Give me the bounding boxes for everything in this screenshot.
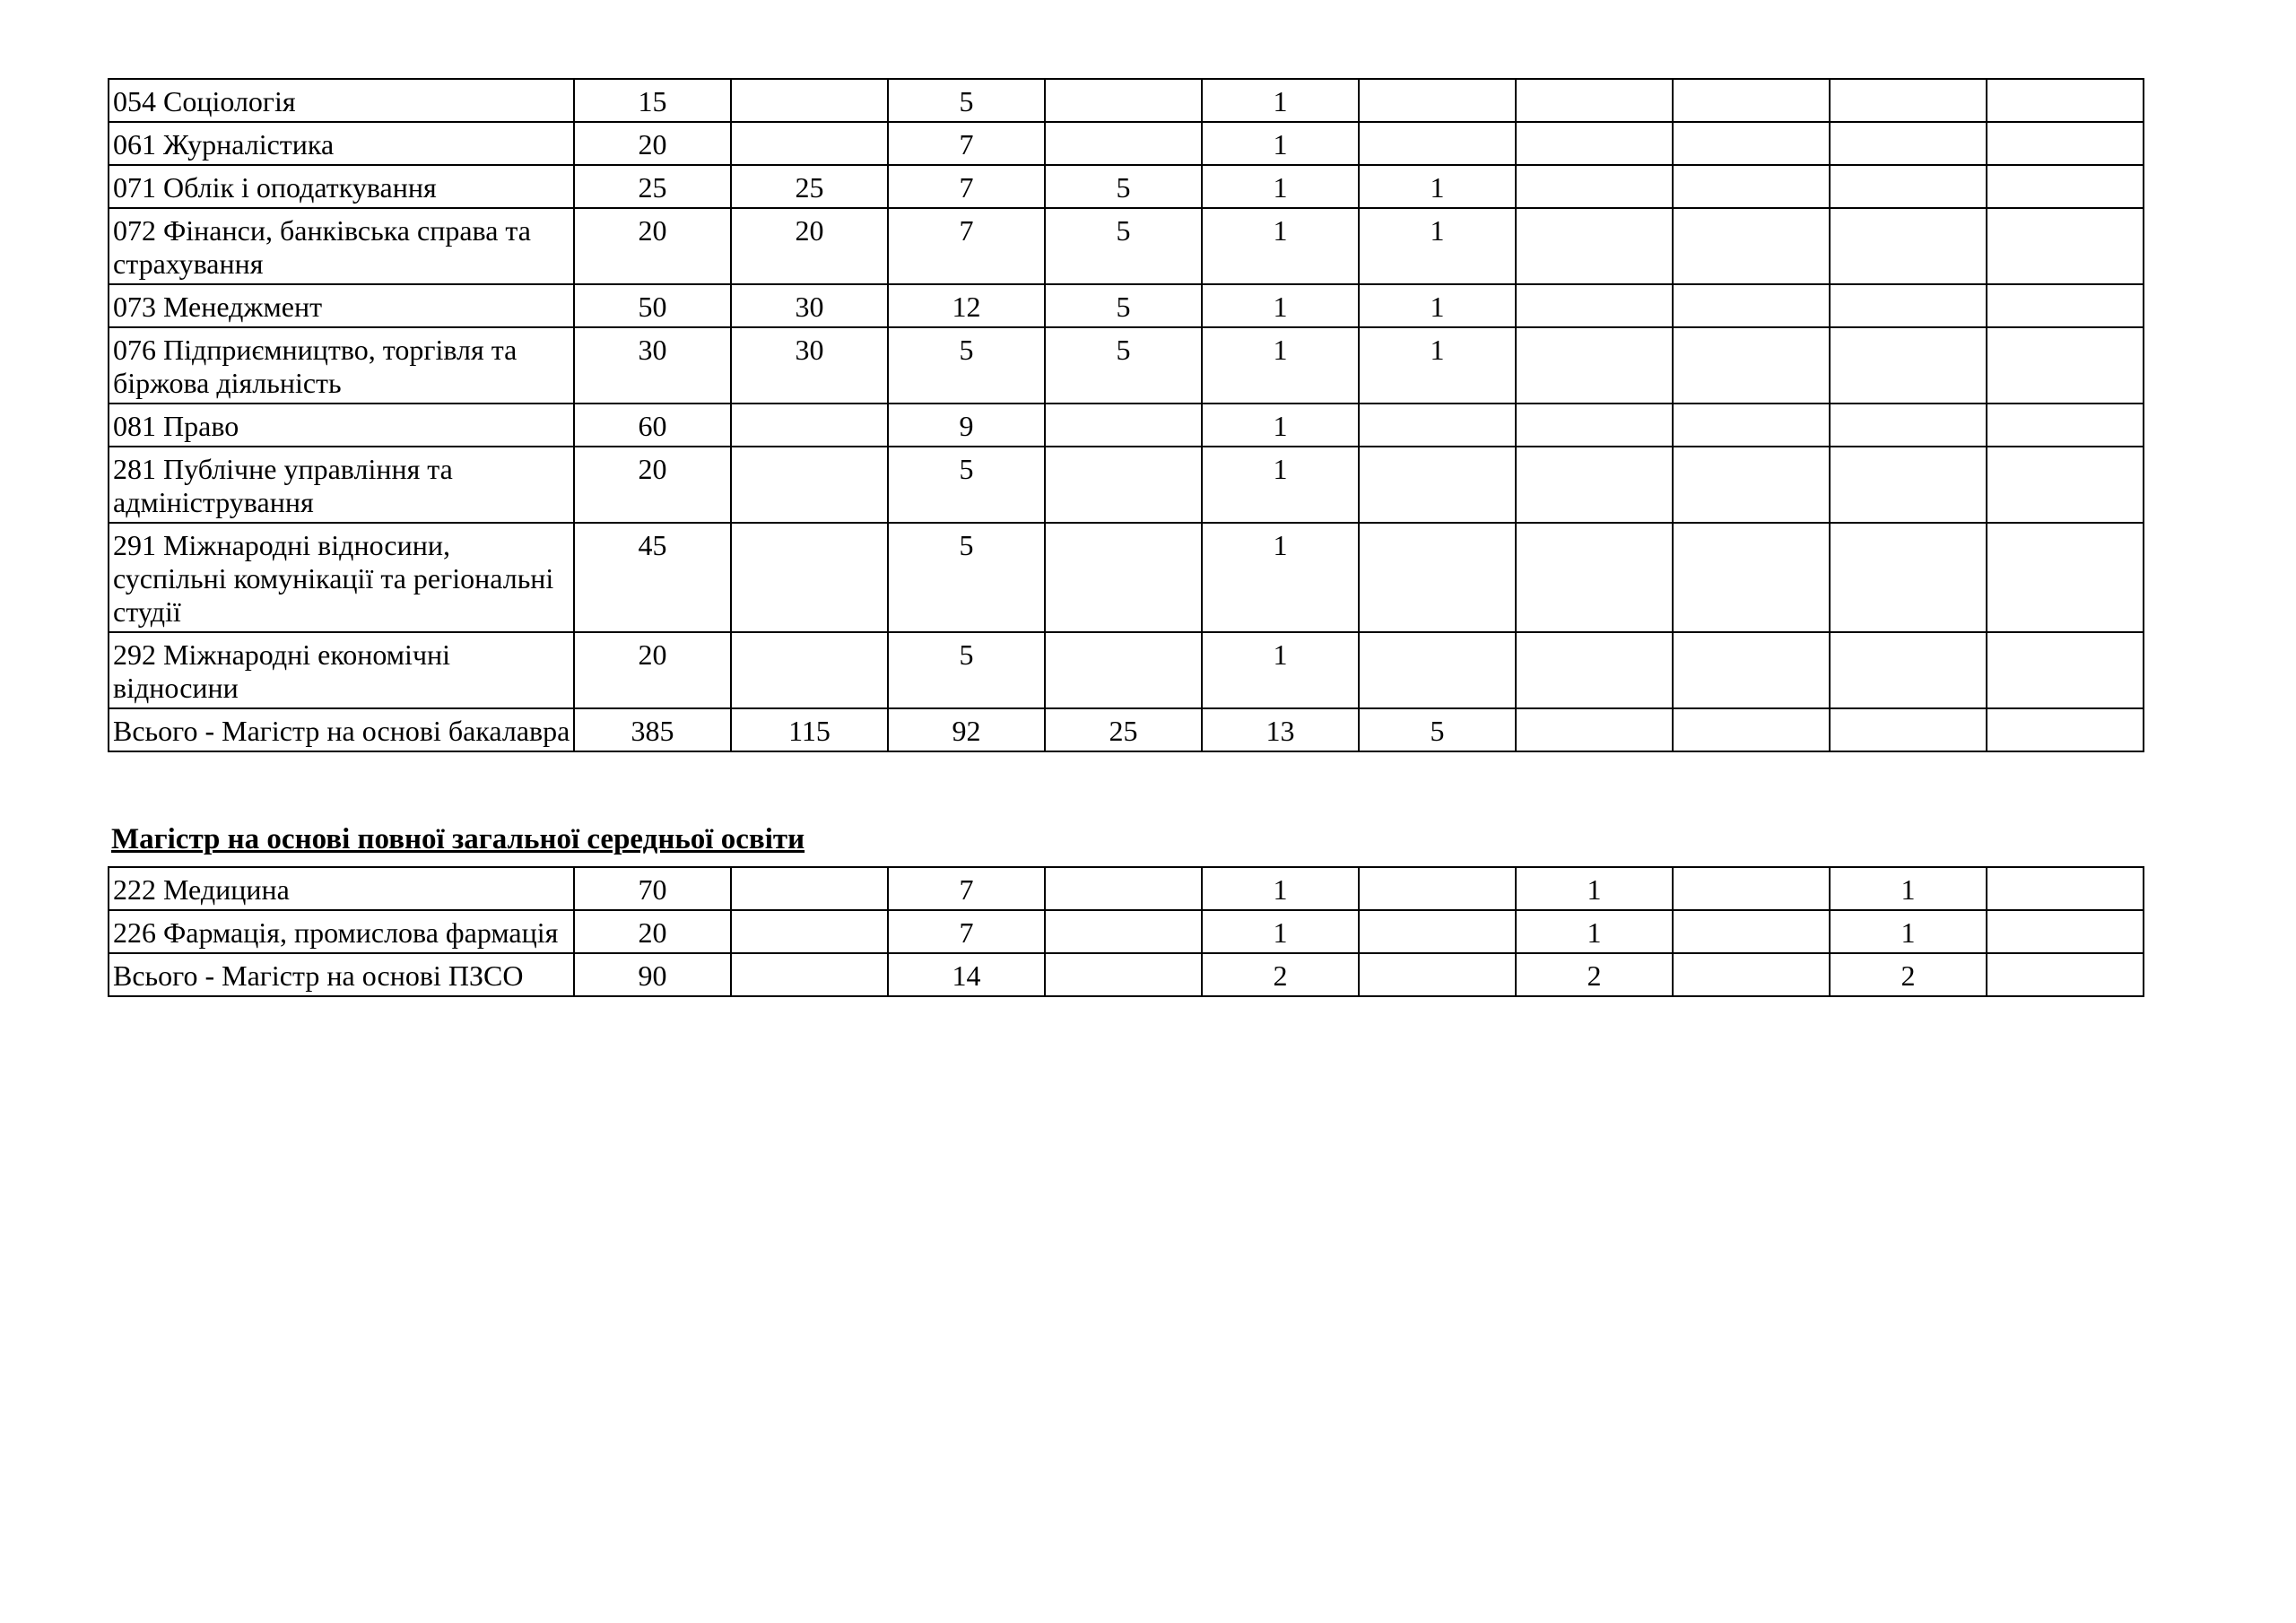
table-cell bbox=[1045, 447, 1202, 523]
table-cell: 1 bbox=[1202, 79, 1359, 122]
table-cell: 90 bbox=[574, 953, 731, 996]
table-cell bbox=[1830, 632, 1987, 708]
table-cell: 5 bbox=[888, 523, 1045, 632]
table-cell bbox=[1673, 867, 1830, 910]
table-cell bbox=[1830, 447, 1987, 523]
table-cell: 1 bbox=[1359, 208, 1516, 284]
table-cell: 20 bbox=[574, 910, 731, 953]
table-cell: 1 bbox=[1202, 910, 1359, 953]
table-row bbox=[109, 284, 2144, 327]
table-cell: 12 bbox=[888, 284, 1045, 327]
table-cell bbox=[1516, 327, 1673, 404]
table-cell bbox=[731, 122, 888, 165]
table-cell bbox=[1830, 327, 1987, 404]
table-cell bbox=[731, 910, 888, 953]
table-cell: 5 bbox=[888, 447, 1045, 523]
table-row bbox=[109, 708, 2144, 751]
table-cell bbox=[1516, 79, 1673, 122]
table-cell: 1 bbox=[1202, 122, 1359, 165]
table-cell: 7 bbox=[888, 165, 1045, 208]
table-cell bbox=[1673, 79, 1830, 122]
table-cell bbox=[1516, 632, 1673, 708]
table-row bbox=[109, 327, 2144, 404]
table-cell bbox=[1987, 208, 2144, 284]
table-row bbox=[109, 632, 2144, 708]
table-cell: 1 bbox=[1359, 284, 1516, 327]
table-cell: 14 bbox=[888, 953, 1045, 996]
table-cell bbox=[1673, 122, 1830, 165]
table-cell: 5 bbox=[888, 327, 1045, 404]
table-cell bbox=[1359, 122, 1516, 165]
table-cell bbox=[1045, 867, 1202, 910]
row-label: 226 Фармація, промислова фармація bbox=[109, 910, 574, 953]
table-cell: 1 bbox=[1202, 165, 1359, 208]
table-cell bbox=[1830, 79, 1987, 122]
table-cell bbox=[1830, 165, 1987, 208]
table-cell bbox=[1516, 122, 1673, 165]
table-cell bbox=[1045, 523, 1202, 632]
table-cell bbox=[1359, 404, 1516, 447]
table-cell bbox=[1359, 632, 1516, 708]
table-cell: 20 bbox=[574, 447, 731, 523]
table-cell bbox=[1987, 523, 2144, 632]
table-cell bbox=[1673, 910, 1830, 953]
table-cell bbox=[1359, 447, 1516, 523]
table-cell: 13 bbox=[1202, 708, 1359, 751]
table-cell bbox=[1987, 708, 2144, 751]
table-cell bbox=[1987, 327, 2144, 404]
table-cell bbox=[1045, 404, 1202, 447]
table-cell: 385 bbox=[574, 708, 731, 751]
row-label: 081 Право bbox=[109, 404, 574, 447]
table-cell: 1 bbox=[1202, 447, 1359, 523]
table-cell: 7 bbox=[888, 867, 1045, 910]
table-cell bbox=[1359, 523, 1516, 632]
table-cell bbox=[731, 523, 888, 632]
table-cell bbox=[1830, 284, 1987, 327]
row-label: 291 Міжнародні відносини, суспільні комунікації та регіональні студії bbox=[109, 523, 574, 632]
table-cell bbox=[1516, 284, 1673, 327]
table-cell bbox=[1045, 632, 1202, 708]
table-cell bbox=[1516, 208, 1673, 284]
lower-data-table bbox=[108, 866, 2144, 997]
table-cell: 115 bbox=[731, 708, 888, 751]
table-cell bbox=[1830, 122, 1987, 165]
table-cell bbox=[1673, 284, 1830, 327]
table-row bbox=[109, 122, 2144, 165]
table-cell: 25 bbox=[731, 165, 888, 208]
table-cell bbox=[1830, 708, 1987, 751]
table-cell: 1 bbox=[1516, 910, 1673, 953]
table-row bbox=[109, 404, 2144, 447]
table-cell bbox=[1673, 447, 1830, 523]
table-cell bbox=[1673, 708, 1830, 751]
table-cell bbox=[1359, 953, 1516, 996]
table-cell bbox=[1359, 910, 1516, 953]
table-cell: 2 bbox=[1830, 953, 1987, 996]
table-cell: 1 bbox=[1359, 327, 1516, 404]
table-cell: 20 bbox=[574, 122, 731, 165]
table-cell: 9 bbox=[888, 404, 1045, 447]
table-cell bbox=[1830, 404, 1987, 447]
table-cell: 1 bbox=[1830, 867, 1987, 910]
table-cell bbox=[1673, 523, 1830, 632]
table-cell: 20 bbox=[731, 208, 888, 284]
table-cell bbox=[1987, 447, 2144, 523]
table-cell bbox=[1987, 284, 2144, 327]
table-cell: 1 bbox=[1202, 404, 1359, 447]
table-cell: 20 bbox=[574, 208, 731, 284]
table-cell: 30 bbox=[574, 327, 731, 404]
row-label: Всього - Магістр на основі ПЗСО bbox=[109, 953, 574, 996]
table-cell bbox=[1673, 953, 1830, 996]
table-cell: 1 bbox=[1202, 208, 1359, 284]
table-cell bbox=[1987, 632, 2144, 708]
table-cell: 7 bbox=[888, 910, 1045, 953]
table-cell bbox=[731, 867, 888, 910]
table-cell bbox=[1987, 953, 2144, 996]
table-cell: 25 bbox=[1045, 708, 1202, 751]
table-cell bbox=[1516, 523, 1673, 632]
table-cell bbox=[1516, 404, 1673, 447]
table-cell bbox=[1673, 327, 1830, 404]
table-cell: 2 bbox=[1202, 953, 1359, 996]
table-cell bbox=[1045, 953, 1202, 996]
table-cell: 1 bbox=[1202, 327, 1359, 404]
table-cell bbox=[731, 632, 888, 708]
table-cell: 20 bbox=[574, 632, 731, 708]
row-label: 281 Публічне управління та адміністрування bbox=[109, 447, 574, 523]
section-heading: Магістр на основі повної загальної середньої освіти bbox=[111, 823, 805, 855]
table-cell bbox=[731, 79, 888, 122]
row-label: 292 Міжнародні економічні відносини bbox=[109, 632, 574, 708]
table-cell bbox=[731, 953, 888, 996]
table-cell: 1 bbox=[1516, 867, 1673, 910]
row-label: 071 Облік і оподаткування bbox=[109, 165, 574, 208]
table-cell bbox=[1359, 79, 1516, 122]
row-label: 222 Медицина bbox=[109, 867, 574, 910]
table-cell: 2 bbox=[1516, 953, 1673, 996]
table-cell: 1 bbox=[1359, 165, 1516, 208]
table-cell: 1 bbox=[1202, 867, 1359, 910]
table-cell bbox=[1045, 910, 1202, 953]
table-cell bbox=[1673, 632, 1830, 708]
table-cell: 5 bbox=[888, 79, 1045, 122]
table-cell bbox=[1045, 79, 1202, 122]
table-cell bbox=[1673, 208, 1830, 284]
table-cell: 5 bbox=[1045, 208, 1202, 284]
table-cell: 30 bbox=[731, 284, 888, 327]
row-label: 054 Соціологія bbox=[109, 79, 574, 122]
table-cell bbox=[1987, 404, 2144, 447]
table-row bbox=[109, 447, 2144, 523]
table-cell bbox=[731, 404, 888, 447]
table-cell bbox=[1987, 867, 2144, 910]
table-row bbox=[109, 79, 2144, 122]
table-row bbox=[109, 208, 2144, 284]
table-row bbox=[109, 165, 2144, 208]
table-row bbox=[109, 867, 2144, 910]
table-cell: 1 bbox=[1202, 632, 1359, 708]
table-cell bbox=[1045, 122, 1202, 165]
table-cell: 25 bbox=[574, 165, 731, 208]
upper-data-table bbox=[108, 78, 2144, 752]
table-cell bbox=[1359, 867, 1516, 910]
table-cell: 5 bbox=[1045, 284, 1202, 327]
table-cell bbox=[1987, 79, 2144, 122]
table-cell bbox=[1987, 165, 2144, 208]
table-row bbox=[109, 523, 2144, 632]
table-row bbox=[109, 953, 2144, 996]
row-label: 061 Журналістика bbox=[109, 122, 574, 165]
table-cell: 7 bbox=[888, 208, 1045, 284]
table-cell: 7 bbox=[888, 122, 1045, 165]
table-row bbox=[109, 910, 2144, 953]
table-cell bbox=[1673, 165, 1830, 208]
table-cell: 70 bbox=[574, 867, 731, 910]
table-cell: 1 bbox=[1202, 523, 1359, 632]
table-cell: 1 bbox=[1830, 910, 1987, 953]
table-cell bbox=[1673, 404, 1830, 447]
table-cell bbox=[1516, 447, 1673, 523]
table-cell bbox=[731, 447, 888, 523]
upper-table-body bbox=[109, 79, 2144, 751]
table-cell: 15 bbox=[574, 79, 731, 122]
table-cell: 5 bbox=[1045, 327, 1202, 404]
table-cell: 30 bbox=[731, 327, 888, 404]
table-cell: 1 bbox=[1202, 284, 1359, 327]
table-cell bbox=[1987, 122, 2144, 165]
table-cell bbox=[1830, 523, 1987, 632]
table-cell: 5 bbox=[888, 632, 1045, 708]
table-cell bbox=[1987, 910, 2144, 953]
table-cell: 45 bbox=[574, 523, 731, 632]
row-label: 072 Фінанси, банківська справа та страхування bbox=[109, 208, 574, 284]
table-cell bbox=[1516, 708, 1673, 751]
table-cell: 5 bbox=[1359, 708, 1516, 751]
table-cell: 50 bbox=[574, 284, 731, 327]
row-label: 073 Менеджмент bbox=[109, 284, 574, 327]
table-cell: 60 bbox=[574, 404, 731, 447]
table-cell bbox=[1830, 208, 1987, 284]
table-cell: 5 bbox=[1045, 165, 1202, 208]
table-cell bbox=[1516, 165, 1673, 208]
table-cell: 92 bbox=[888, 708, 1045, 751]
lower-table-body bbox=[109, 867, 2144, 996]
row-label: Всього - Магістр на основі бакалавра bbox=[109, 708, 574, 751]
row-label: 076 Підприємництво, торгівля та біржова діяльність bbox=[109, 327, 574, 404]
